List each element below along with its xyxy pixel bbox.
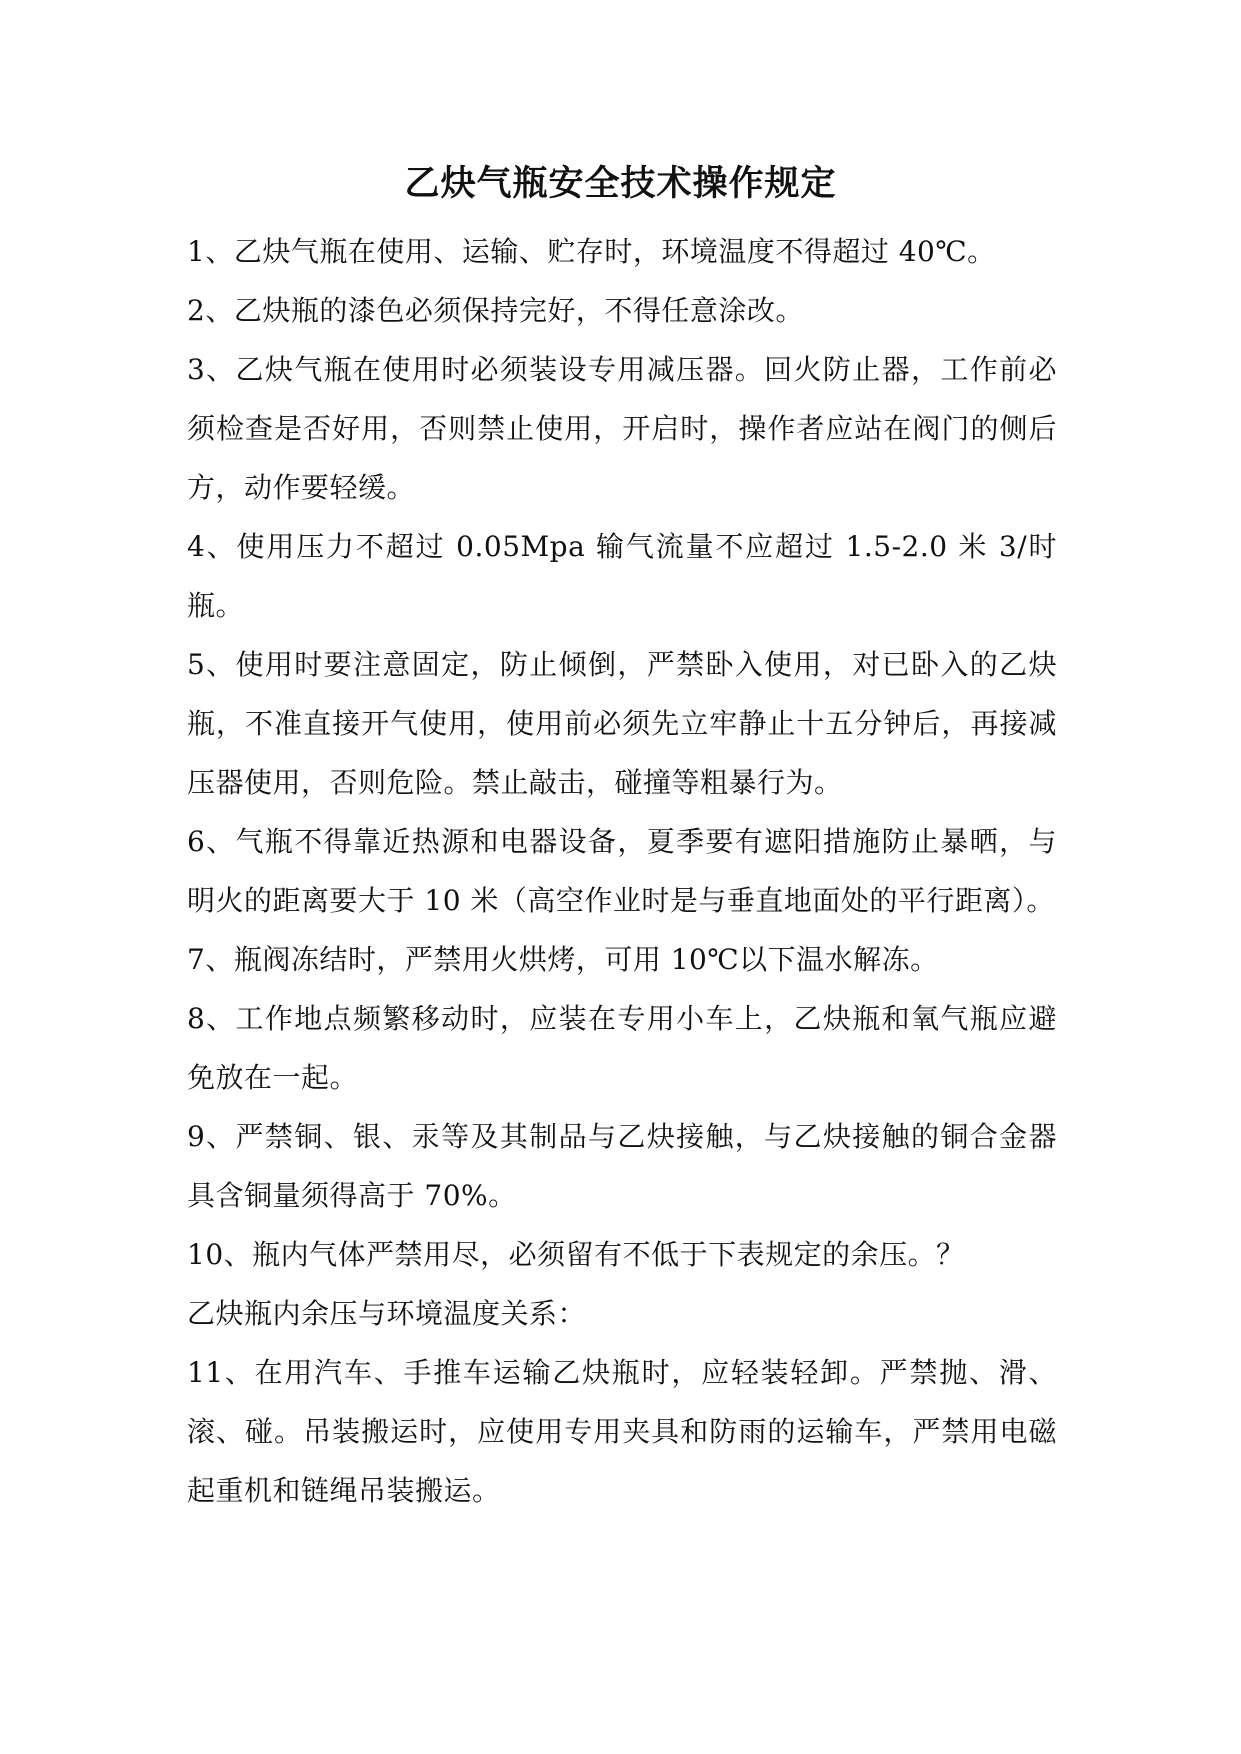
document-body [187,222,1057,1520]
paragraph-residual-pressure-caption: 乙炔瓶内余压与环境温度关系： [187,1297,587,1330]
paragraph-11: 11、在用汽车、手推车运输乙炔瓶时，应轻装轻卸。严禁抛、滑、滚、碰。吊装搬运时，应使用专用夹具和防雨的运输车，严禁用电磁起重机和链绳吊装搬运。 [187,1356,1057,1507]
paragraph-7: 7、瓶阀冻结时，严禁用火烘烤，可用 10℃以下温水解冻。 [187,943,939,976]
paragraph-2: 2、乙炔瓶的漆色必须保持完好，不得任意涂改。 [187,294,804,327]
paragraph-9: 9、严禁铜、银、汞等及其制品与乙炔接触，与乙炔接触的铜合金器具含铜量须得高于 70%。 [187,1120,1057,1212]
paragraph-1: 1、乙炔气瓶在使用、运输、贮存时，环境温度不得超过 40℃。 [187,235,996,268]
paragraph-8: 8、工作地点频繁移动时，应装在专用小车上，乙炔瓶和氧气瓶应避免放在一起。 [187,1002,1057,1094]
paragraph-6: 6、气瓶不得靠近热源和电器设备，夏季要有遮阳措施防止暴晒，与明火的距离要大于 10 米（高空作业时是与垂直地面处的平行距离）。 [187,825,1057,917]
paragraph-3: 3、乙炔气瓶在使用时必须装设专用减压器。回火防止器，工作前必须检查是否好用，否则禁止使用，开启时，操作者应站在阀门的侧后方，动作要轻缓。 [187,353,1057,504]
paragraph-4: 4、使用压力不超过 0.05Mpa 输气流量不应超过 1.5-2.0 米 3/时瓶。 [187,530,1057,622]
paragraph-10: 10、瓶内气体严禁用尽，必须留有不低于下表规定的余压。？ [187,1238,965,1271]
document-title: 乙炔气瓶安全技术操作规定 [404,163,837,204]
paragraph-5: 5、使用时要注意固定，防止倾倒，严禁卧入使用，对已卧入的乙炔瓶，不准直接开气使用，使用前必须先立牢静止十五分钟后，再接减压器使用，否则危险。禁止敲击，碰撞等粗暴行为。 [187,648,1057,799]
